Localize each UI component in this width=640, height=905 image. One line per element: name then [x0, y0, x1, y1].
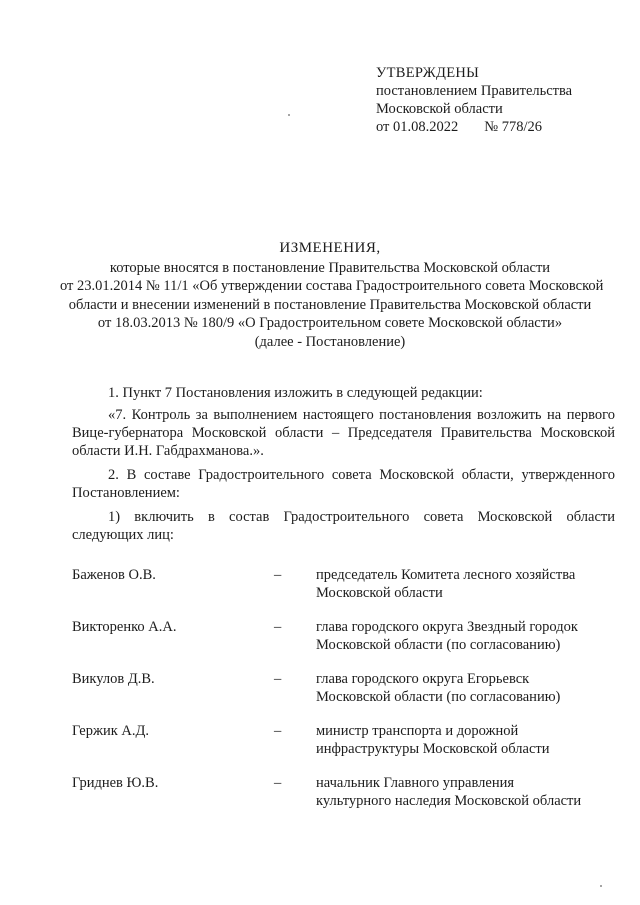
title-line: (далее - Постановление) [254, 333, 406, 350]
member-role-line: культурного наследия Московской области [316, 793, 582, 809]
list-item [72, 774, 632, 826]
member-dash: – [274, 723, 282, 739]
title-line: от 23.01.2014 № 11/1 «Об утверждении состава Градостроительного совета Московской [60, 278, 604, 294]
member-role-line: инфраструктуры Московской области [316, 741, 550, 757]
paragraph-1: 1. Пункт 7 Постановления изложить в следующей редакции: [108, 385, 483, 401]
member-role-line: начальник Главного управления [316, 775, 515, 791]
member-role [316, 670, 616, 706]
member-name: Гержик А.Д. [72, 723, 150, 739]
paragraph-4: 1) включить в состав Градостроительного совета Московской области следующих лиц: [72, 509, 615, 543]
member-dash: – [274, 671, 282, 687]
member-role [316, 722, 616, 758]
document-title-block [60, 239, 604, 351]
list-item [72, 566, 632, 618]
member-role [316, 566, 616, 602]
list-item [72, 618, 632, 670]
approval-stamp-block [376, 64, 626, 136]
member-dash: – [274, 775, 282, 791]
approval-date-line [376, 118, 626, 136]
approval-date: от 01.08.2022 [376, 119, 459, 135]
document-body [72, 384, 615, 550]
member-role-line: Московской области (по согласованию) [316, 689, 561, 705]
member-role [316, 774, 616, 810]
member-role-line: председатель Комитета лесного хозяйства [316, 567, 576, 583]
list-item [72, 722, 632, 774]
member-name: Викторенко А.А. [72, 619, 177, 635]
member-name: Баженов О.В. [72, 567, 156, 583]
member-role-line: глава городского округа Звездный городок [316, 619, 578, 635]
member-dash: – [274, 567, 282, 583]
scan-speck [288, 114, 290, 116]
member-name: Гриднев Ю.В. [72, 775, 159, 791]
title-line: области и внесении изменений в постановление Правительства Московской области [68, 296, 592, 313]
approval-line-2: Московской области [376, 101, 503, 117]
members-list [72, 566, 632, 826]
paragraph-2: «7. Контроль за выполнением настоящего постановления возложить на первого Вице-губернатора Московской области – Председателя Правительства Московской области И.Н. Габдрахманова.». [72, 407, 615, 459]
member-name: Викулов Д.В. [72, 671, 155, 687]
approval-number: № 778/26 [484, 119, 543, 135]
member-role-line: глава городского округа Егорьевск [316, 671, 530, 687]
title-line: от 18.03.2013 № 180/9 «О Градостроительном совете Московской области» [97, 315, 563, 331]
document-heading: ИЗМЕНЕНИЯ, [279, 240, 381, 256]
title-line: которые вносятся в постановление Правительства Московской области [109, 259, 551, 276]
member-role-line: Московской области (по согласованию) [316, 637, 561, 653]
approval-line-1: постановлением Правительства [376, 83, 573, 99]
member-role-line: министр транспорта и дорожной [316, 723, 519, 739]
member-role [316, 618, 616, 654]
scan-speck [600, 885, 602, 887]
approval-title: УТВЕРЖДЕНЫ [376, 65, 480, 81]
member-role-line: Московской области [316, 585, 443, 601]
paragraph-3: 2. В составе Градостроительного совета Московской области, утвержденного Постановлением: [72, 467, 615, 501]
member-dash: – [274, 619, 282, 635]
list-item [72, 670, 632, 722]
